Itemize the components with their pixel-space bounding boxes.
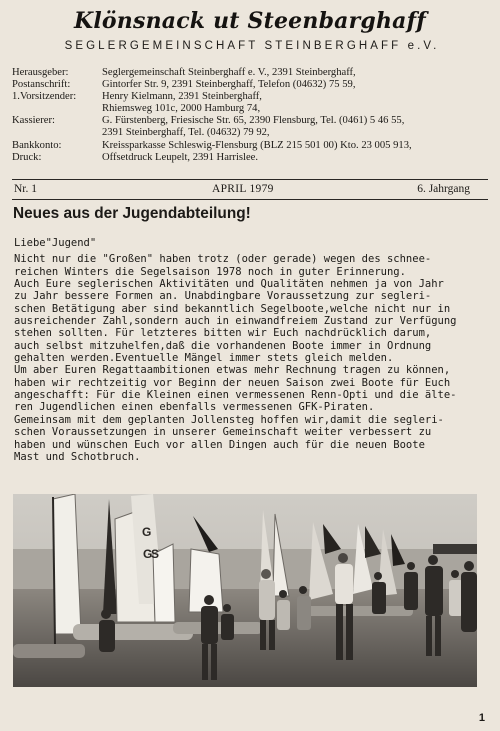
info-row-treasurer [12,115,496,127]
info-row-bank [12,140,496,152]
masthead-subtitle: SEGLERGEMEINSCHAFT STEINBERGHAFF e.V. [64,40,440,52]
article-line: Auch Eure seglerischen Aktivitäten und Qualitäten nehmen ja von Jahr [14,278,444,291]
issue-date: APRIL 1979 [212,183,274,195]
article-line: zu Jahr bessere Formen an. Unabdingbare Voraussetzung zur segleri- [14,290,432,303]
photo-sailing-dinghies [13,494,477,687]
article-line: angeschafft: Für die Kleinen einen vermessenen Renn-Opti und die älte- [14,389,457,402]
article-line: gehalten werden.Eventuelle Mängel immer stets gleich melden. [14,352,394,365]
article-line: Mast und Schotbruch. [14,450,141,463]
article-line: Um aber Euren Regattaambitionen etwas mehr Rechnung tragen zu können, [14,364,451,377]
sail-mark: G [142,525,152,539]
page-number: 1 [478,712,485,724]
info-value: Henry Kielmann, 2391 Steinberghaff, [102,91,262,103]
info-label: Herausgeber: [12,67,69,78]
info-value-continued: 2391 Steinberghaff, Tel. (04632) 79 92, [102,127,270,139]
info-row-chairman [12,91,496,103]
info-label: Postanschrift: [12,79,71,91]
article-line: ausreichender Zahl,sondern auch in einwandfreiem Zustand zur Verfügung [14,315,457,328]
issue-volume: 6. Jahrgang [417,183,470,195]
info-value: Gintorfer Str. 9, 2391 Steinberghaff, Telefon (04632) 75 59, [102,79,356,91]
article-title: Neues aus der Jugendabteilung! [13,205,251,222]
divider-top [12,179,488,180]
article-salutation: Liebe"Jugend" [14,237,97,249]
photo-illustration [13,494,477,687]
info-value: Seglergemeinschaft Steinberghaff e. V., 2391 Steinberghaff, [102,67,356,78]
info-label: Bankkonto: [12,139,62,151]
issue-number: Nr. 1 [14,183,37,195]
divider-bottom [12,199,488,200]
article-line: haben und wünschen Euch vor allen Dingen auch für die neuen Boote [14,438,425,451]
info-label: Druck: [12,151,42,163]
info-label: 1.Vorsitzender: [12,91,77,103]
article-line: Nicht nur die "Großen" haben trotz (oder gerade) wegen des schnee- [14,253,432,266]
sail-mark: S [151,547,160,561]
info-value: Kreissparkasse Schleswig-Flensburg (BLZ 215 501 00) Kto. 23 005 913, [102,139,412,151]
article-line: haben wir rechtzeitig vor Beginn der neuen Saison zwei Boote für Euch [14,376,451,389]
masthead-title: Klönsnack ut Steenbarghaff [74,8,426,34]
publisher-info [12,67,496,164]
article-line: auch selbst mitzuhelfen,daß die vorhandenen Boote immer in Ordnung [14,339,432,352]
info-row-publisher [12,67,496,79]
info-row-print [12,152,496,164]
info-row-address [12,79,496,91]
info-value: Offsetdruck Leupelt, 2391 Harrislee. [102,151,259,163]
info-label: Kassierer: [12,115,55,127]
article-line: ren Jugendlichen einen ebenfalls vermessenen GFK-Piraten. [14,401,375,414]
info-value: G. Fürstenberg, Friesische Str. 65, 2390 Flensburg, Tel. (0461) 5 46 55, [102,115,405,127]
article-line: reichen Winters die Segelsaison 1978 noch in guter Erinnerung. [14,265,406,278]
article-line: schen Betätigung aber sind bekanntlich Segelboote,welche nicht nur in [14,302,451,315]
article-body [14,237,492,463]
article-line: Gemeinsam mit dem geplanten Jollensteg hoffen wir,damit die segleri- [14,413,444,426]
info-value-continued: Rhiemsweg 101c, 2000 Hamburg 74, [102,103,261,115]
sail-mark: G [143,547,153,561]
article-line: schen Voraussetzungen in unserer Gemeinschaft weiter verbessert zu [14,426,432,439]
photo-shoreline [433,544,477,554]
issue-line [14,183,470,197]
article-line: stehen sollten. Für letzteres bitten wir Euch nachdrücklich darum, [14,327,432,340]
